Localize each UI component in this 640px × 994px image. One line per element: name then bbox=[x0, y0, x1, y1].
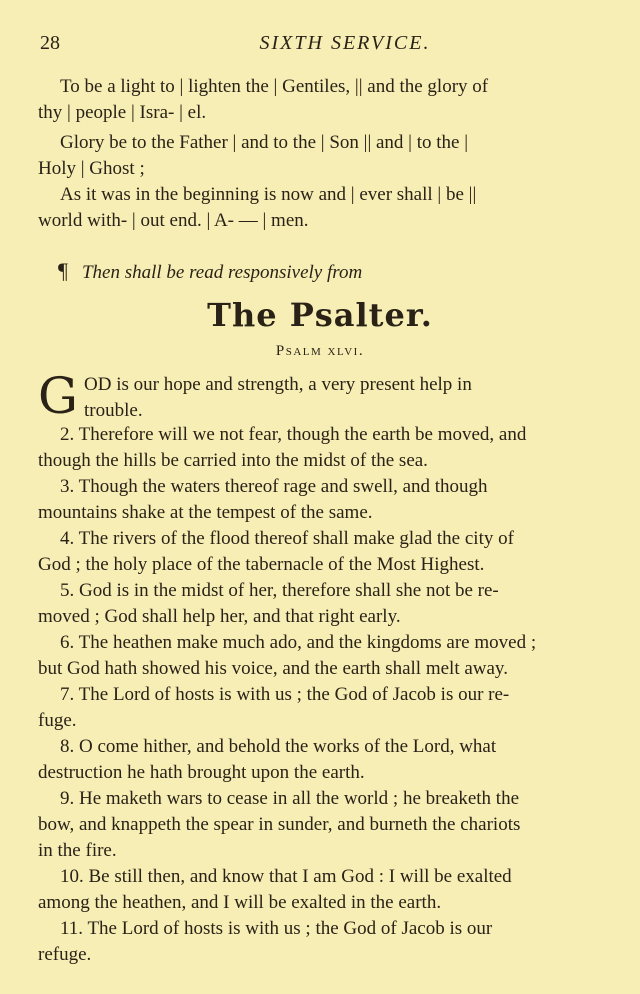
verse-line: mountains shake at the tempest of the same. bbox=[38, 502, 373, 523]
verse-line: bow, and knappeth the spear in sunder, and burneth the chariots bbox=[38, 814, 521, 835]
verse-line: but God hath showed his voice, and the earth shall melt away. bbox=[38, 658, 508, 679]
psalm-heading: Psalm xlvi. bbox=[275, 343, 365, 359]
verse-line: 9. He maketh wars to cease in all the world ; he breaketh the bbox=[60, 788, 519, 809]
canticle-ending bbox=[38, 74, 622, 234]
verse-line: 4. The rivers of the flood thereof shall make glad the city of bbox=[60, 528, 514, 549]
verse-line: God ; the holy place of the tabernacle of the Most Highest. bbox=[38, 554, 485, 575]
verse-line: 8. O come hither, and behold the works of the Lord, what bbox=[60, 736, 497, 757]
verse-10 bbox=[38, 864, 622, 916]
drop-cap: G bbox=[38, 367, 78, 425]
page-number: 28 bbox=[40, 32, 60, 54]
verse-line: 5. God is in the midst of her, therefore shall she not be re- bbox=[60, 580, 499, 601]
canticle-line: Glory be to the Father | and to the | Son || and | to the | bbox=[60, 132, 469, 153]
verse-line: in the fire. bbox=[38, 840, 117, 861]
verse-3 bbox=[38, 474, 622, 526]
verse-line: 11. The Lord of hosts is with us ; the God of Jacob is our bbox=[60, 918, 493, 939]
verse-line: destruction he hath brought upon the earth. bbox=[38, 762, 365, 783]
verse-line: fuge. bbox=[38, 710, 77, 731]
page-header bbox=[40, 30, 620, 56]
psalter-title: The Psalter. bbox=[207, 296, 433, 334]
canticle-line: As it was in the beginning is now and | ever shall | be || bbox=[60, 184, 477, 205]
verse-line: 6. The heathen make much ado, and the kingdoms are moved ; bbox=[60, 632, 537, 653]
verse-7 bbox=[38, 682, 622, 734]
canticle-line: thy | people | Isra- | el. bbox=[38, 102, 207, 123]
verse-line: 10. Be still then, and know that I am God : I will be exalted bbox=[60, 866, 512, 887]
verse-5 bbox=[38, 578, 622, 630]
verse-line: 7. The Lord of hosts is with us ; the God of Jacob is our re- bbox=[60, 684, 510, 705]
verse-line: moved ; God shall help her, and that right early. bbox=[38, 606, 401, 627]
verse-8 bbox=[38, 734, 622, 786]
verse-6 bbox=[38, 630, 622, 682]
verse-list bbox=[38, 422, 622, 968]
pilcrow-icon: ¶ bbox=[58, 258, 68, 283]
verse-11 bbox=[38, 916, 622, 968]
verse-line: though the hills be carried into the midst of the sea. bbox=[38, 450, 428, 471]
canticle-line: Holy | Ghost ; bbox=[38, 158, 145, 179]
verse-9 bbox=[38, 786, 622, 864]
verse-1 bbox=[84, 372, 622, 424]
rubric bbox=[58, 258, 362, 284]
verse-line: OD is our hope and strength, a very present help in bbox=[84, 374, 472, 395]
running-head: SIXTH SERVICE. bbox=[259, 32, 431, 54]
rubric-text: Then shall be read responsively from bbox=[81, 262, 363, 283]
verse-line: 2. Therefore will we not fear, though the earth be moved, and bbox=[60, 424, 527, 445]
verse-line: trouble. bbox=[84, 400, 143, 421]
canticle-line: world with- | out end. | A- — | men. bbox=[38, 210, 309, 231]
verse-line: 3. Though the waters thereof rage and swell, and though bbox=[60, 476, 488, 497]
verse-4 bbox=[38, 526, 622, 578]
verse-2 bbox=[38, 422, 622, 474]
canticle-line: To be a light to | lighten the | Gentiles, || and the glory of bbox=[60, 76, 489, 97]
verse-line: among the heathen, and I will be exalted in the earth. bbox=[38, 892, 442, 913]
verse-line: refuge. bbox=[38, 944, 92, 965]
